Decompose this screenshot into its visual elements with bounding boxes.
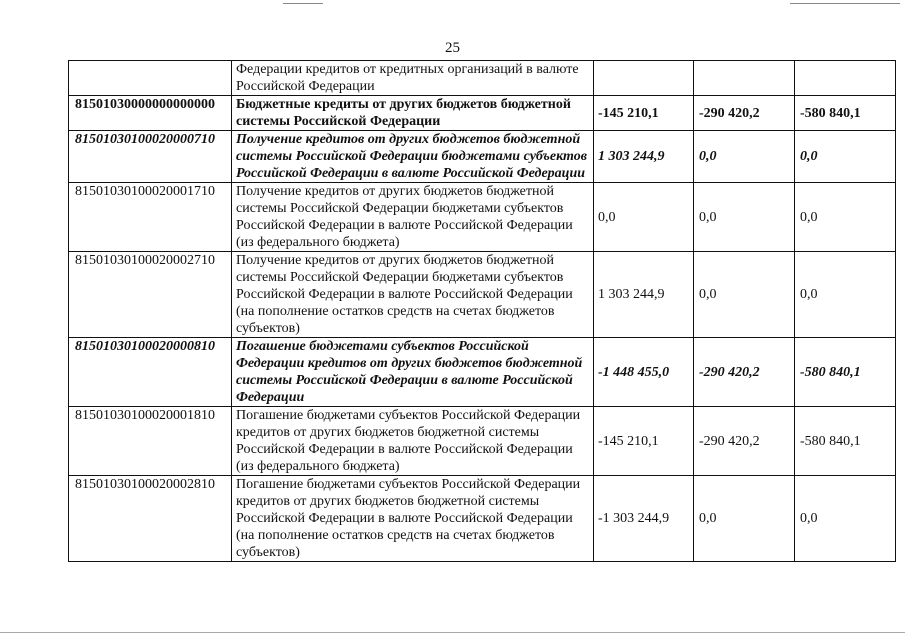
row-code: 81501030100020000710	[69, 131, 232, 183]
row-value-col3: -580 840,1	[795, 407, 896, 476]
table-row	[69, 61, 896, 96]
row-value-col2: -290 420,2	[694, 407, 795, 476]
row-value-col3: -580 840,1	[795, 96, 896, 131]
scan-edge-line-top-right	[790, 3, 900, 4]
row-code: 81501030100020001710	[69, 183, 232, 252]
scan-edge-line-bottom	[0, 632, 905, 633]
table-row	[69, 407, 896, 476]
row-value-col3: 0,0	[795, 183, 896, 252]
row-value-col1: 1 303 244,9	[594, 131, 694, 183]
row-value-col2: 0,0	[694, 252, 795, 338]
budget-sources-table	[68, 60, 896, 562]
row-value-col1: -1 448 455,0	[594, 338, 694, 407]
row-value-col3	[795, 61, 896, 96]
row-name: Получение кредитов от других бюджетов бюджетной системы Российской Федерации бюджетами субъектов Российской Федерации в валюте Российской Федерации (из федерального бюджета)	[232, 183, 594, 252]
row-code: 81501030000000000000	[69, 96, 232, 131]
row-name: Получение кредитов от других бюджетов бюджетной системы Российской Федерации бюджетами субъектов Российской Федерации в валюте Российской Федерации	[232, 131, 594, 183]
row-value-col1: 0,0	[594, 183, 694, 252]
table-row	[69, 476, 896, 562]
row-value-col1: -145 210,1	[594, 96, 694, 131]
row-value-col2: -290 420,2	[694, 338, 795, 407]
row-value-col2: 0,0	[694, 183, 795, 252]
row-value-col1: -1 303 244,9	[594, 476, 694, 562]
row-code: 81501030100020001810	[69, 407, 232, 476]
table-row	[69, 96, 896, 131]
table-row	[69, 252, 896, 338]
row-value-col1: 1 303 244,9	[594, 252, 694, 338]
table-row	[69, 338, 896, 407]
row-code: 81501030100020002810	[69, 476, 232, 562]
scan-edge-line-top	[283, 3, 323, 4]
row-value-col3: 0,0	[795, 476, 896, 562]
row-value-col1: -145 210,1	[594, 407, 694, 476]
row-name: Бюджетные кредиты от других бюджетов бюджетной системы Российской Федерации	[232, 96, 594, 131]
row-code: 81501030100020000810	[69, 338, 232, 407]
row-code	[69, 61, 232, 96]
row-value-col2: -290 420,2	[694, 96, 795, 131]
row-value-col3: -580 840,1	[795, 338, 896, 407]
table-row	[69, 183, 896, 252]
row-value-col3: 0,0	[795, 131, 896, 183]
row-value-col1	[594, 61, 694, 96]
table-row	[69, 131, 896, 183]
row-name: Федерации кредитов от кредитных организаций в валюте Российской Федерации	[232, 61, 594, 96]
row-name: Погашение бюджетами субъектов Российской Федерации кредитов от других бюджетов бюджетной системы Российской Федерации в валюте Российской Федерации (из федерального бюджета)	[232, 407, 594, 476]
row-name: Получение кредитов от других бюджетов бюджетной системы Российской Федерации бюджетами субъектов Российской Федерации в валюте Российской Федерации (на пополнение остатков средств на счетах бюджетов субъектов)	[232, 252, 594, 338]
row-value-col3: 0,0	[795, 252, 896, 338]
row-name: Погашение бюджетами субъектов Российской Федерации кредитов от других бюджетов бюджетной системы Российской Федерации в валюте Российской Федерации (на пополнение остатков средств на счетах бюджетов субъектов)	[232, 476, 594, 562]
row-value-col2: 0,0	[694, 131, 795, 183]
row-value-col2	[694, 61, 795, 96]
row-name: Погашение бюджетами субъектов Российской Федерации кредитов от других бюджетов бюджетной системы Российской Федерации в валюте Российской Федерации	[232, 338, 594, 407]
row-code: 81501030100020002710	[69, 252, 232, 338]
page-number: 25	[445, 40, 460, 56]
row-value-col2: 0,0	[694, 476, 795, 562]
